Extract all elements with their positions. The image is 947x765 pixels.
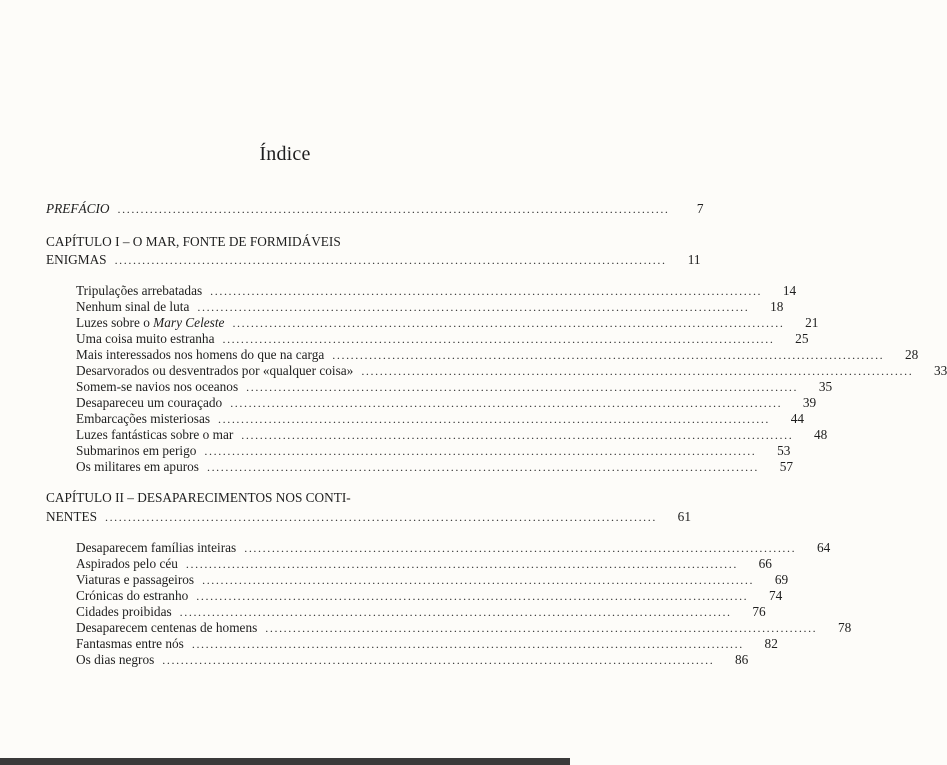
dot-leader: ........................................................................................................................	[218, 412, 771, 426]
toc-entry[interactable]	[76, 540, 831, 556]
dot-leader: ........................................................................................................................	[179, 605, 732, 619]
toc-preface[interactable]	[46, 201, 704, 217]
toc-entry-title: Tripulações arrebatadas	[76, 283, 203, 298]
dot-leader: ........................................................................................................................	[210, 284, 763, 298]
toc-entry[interactable]	[76, 652, 749, 668]
toc-entry[interactable]	[76, 379, 833, 395]
dot-leader: ........................................................................................................................	[230, 396, 783, 410]
toc-entry[interactable]	[76, 395, 817, 411]
toc-page-number: 7	[696, 201, 704, 216]
toc-entry[interactable]	[76, 331, 809, 347]
toc-page-number: 25	[795, 331, 809, 346]
toc-preface-label: PREFÁCIO	[46, 201, 110, 216]
toc-entry-title-italic: Mary Celeste	[153, 315, 225, 330]
toc-entry[interactable]	[76, 588, 783, 604]
toc-entry[interactable]	[76, 620, 852, 636]
toc-entry-title: Aspirados pelo céu	[76, 556, 178, 571]
toc-entry-title: Desaparecem centenas de homens	[76, 620, 258, 635]
chapter-2-heading[interactable]: CAPÍTULO II – DESAPARECIMENTOS NOS CONTI-	[46, 490, 351, 505]
dot-leader: ........................................................................................................................	[246, 380, 799, 394]
dot-leader: ........................................................................................................................	[206, 460, 759, 474]
toc-entry[interactable]	[76, 315, 819, 331]
toc-entry-title: Crónicas do estranho	[76, 588, 189, 603]
toc-entry-title	[76, 315, 224, 331]
toc-entry[interactable]	[76, 443, 791, 459]
toc-entry-title: Desarvorados ou desventrados por «qualquer coisa»	[76, 363, 354, 378]
toc-entry-title: Viaturas e passageiros	[76, 572, 195, 587]
toc-entry-title: Luzes fantásticas sobre o mar	[76, 427, 234, 442]
chapter-1-heading[interactable]: CAPÍTULO I – O MAR, FONTE DE FORMIDÁVEIS	[46, 234, 341, 249]
toc-entry[interactable]	[76, 572, 789, 588]
dot-leader: ........................................................................................................................	[232, 316, 785, 330]
toc-page-number: 76	[752, 604, 766, 619]
dot-leader: ........................................................................................................................	[196, 589, 749, 603]
toc-page-number: 28	[904, 347, 919, 362]
toc-page-number: 82	[764, 636, 778, 651]
dot-leader: ........................................................................................................................	[162, 653, 715, 667]
toc-entry-title: Fantasmas entre nós	[76, 636, 184, 651]
toc-page-number: 48	[814, 427, 828, 442]
toc-page-number: 21	[805, 315, 819, 330]
dot-leader: ........................................................................................................................	[104, 510, 657, 524]
toc-page-number: 44	[790, 411, 805, 426]
dot-leader: ........................................................................................................................	[114, 253, 667, 267]
toc-entry-title-text: Luzes sobre o	[76, 315, 154, 330]
dot-leader: ........................................................................................................................	[244, 541, 797, 555]
toc-page-number: 57	[779, 459, 793, 474]
toc-page-number: 69	[774, 572, 789, 587]
toc-entry[interactable]	[76, 636, 778, 652]
toc-entry-title: Embarcações misteriosas	[76, 411, 211, 426]
toc-entry[interactable]	[76, 347, 919, 363]
toc-page-number: 74	[768, 588, 783, 603]
chapter-1-heading-line2: ENIGMAS	[46, 252, 107, 267]
toc-entry-title: Desapareceu um couraçado	[76, 395, 223, 410]
toc-page-number: 61	[677, 509, 691, 524]
dot-leader: ........................................................................................................................	[185, 557, 738, 571]
page-edge-shadow	[0, 758, 570, 765]
dot-leader: ........................................................................................................................	[117, 202, 670, 216]
toc-entry[interactable]	[76, 411, 805, 427]
dot-leader: ........................................................................................................................	[191, 637, 744, 651]
page-title: Índice	[259, 143, 311, 165]
toc-entry-title: Uma coisa muito estranha	[76, 331, 215, 346]
toc-entry-title: Os dias negros	[76, 652, 155, 667]
toc-entry-title: Submarinos em perigo	[76, 443, 197, 458]
toc-entry[interactable]	[76, 556, 772, 572]
toc-entry[interactable]	[76, 283, 797, 299]
dot-leader: ........................................................................................................................	[202, 573, 755, 587]
toc-entry[interactable]	[76, 363, 947, 379]
toc-entry[interactable]	[76, 299, 784, 315]
toc-page-number: 14	[782, 283, 797, 298]
toc-page-number: 11	[687, 252, 701, 267]
toc-entry-title: Cidades proibidas	[76, 604, 172, 619]
toc-entry-title: Mais interessados nos homens do que na carga	[76, 347, 325, 362]
toc-entry-title: Desaparecem famílias inteiras	[76, 540, 237, 555]
toc-page-number: 53	[777, 443, 791, 458]
toc-entry-title: Nenhum sinal de luta	[76, 299, 190, 314]
toc-entry[interactable]	[76, 604, 766, 620]
toc-page-number: 64	[816, 540, 831, 555]
toc-page-number: 39	[802, 395, 817, 410]
toc-page-number: 18	[770, 299, 784, 314]
dot-leader: ........................................................................................................................	[222, 332, 775, 346]
dot-leader: ........................................................................................................................	[361, 364, 914, 378]
chapter-2-heading-line2: NENTES	[46, 509, 97, 524]
toc-entry-title: Somem-se navios nos oceanos	[76, 379, 239, 394]
chapter-1-heading-cont[interactable]	[46, 252, 701, 268]
toc-page-number: 66	[758, 556, 772, 571]
toc-page-number: 86	[735, 652, 749, 667]
toc-page-number: 78	[837, 620, 852, 635]
dot-leader: ........................................................................................................................	[204, 444, 757, 458]
dot-leader: ........................................................................................................................	[197, 300, 750, 314]
toc-entry-title: Os militares em apuros	[76, 459, 199, 474]
toc-page-number: 35	[818, 379, 833, 394]
dot-leader: ........................................................................................................................	[241, 428, 794, 442]
dot-leader: ........................................................................................................................	[265, 621, 818, 635]
toc-entry[interactable]	[76, 427, 828, 443]
dot-leader: ........................................................................................................................	[332, 348, 885, 362]
toc-entry[interactable]	[76, 459, 793, 475]
toc-page-number: 33	[934, 363, 947, 378]
chapter-2-heading-cont[interactable]	[46, 509, 691, 525]
